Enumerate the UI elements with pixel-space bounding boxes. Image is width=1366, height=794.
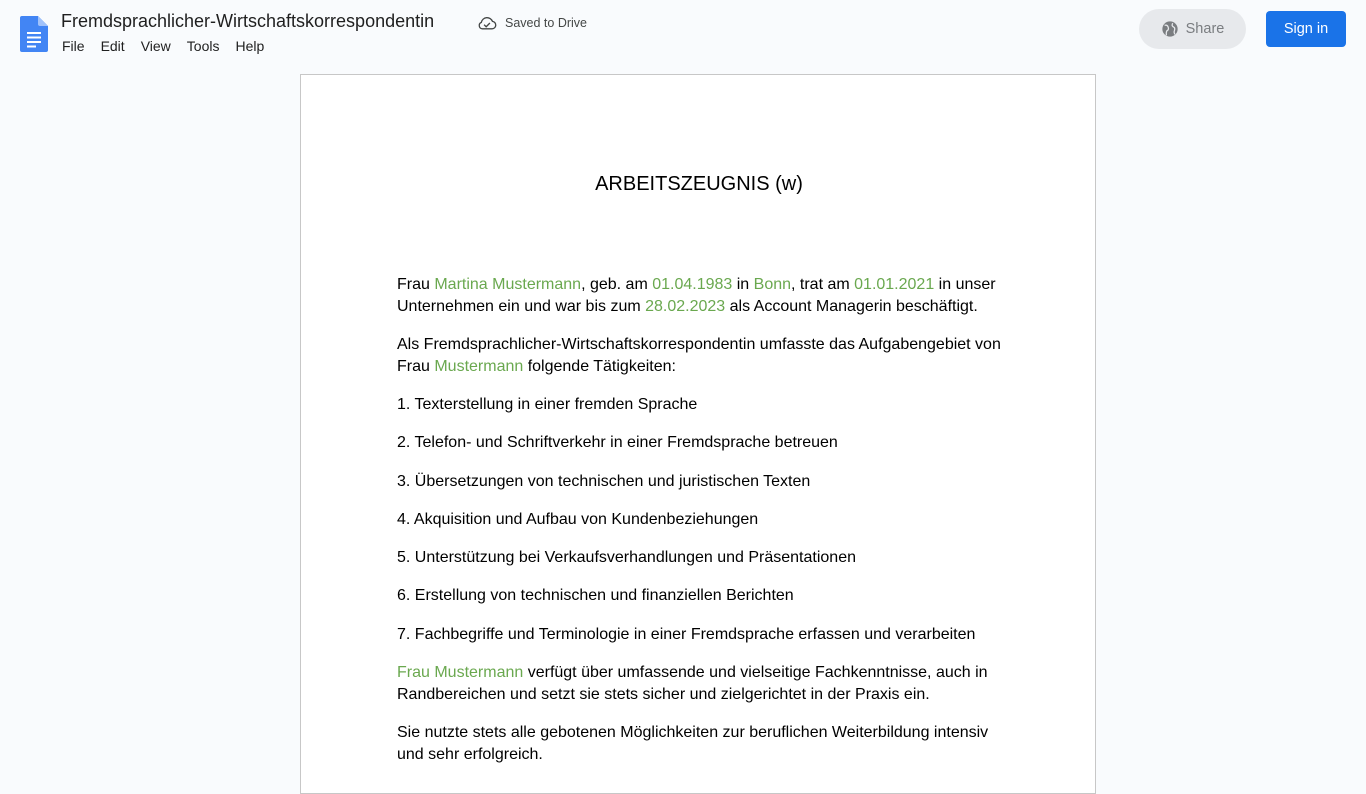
employee-name: Frau Mustermann	[397, 664, 524, 682]
paragraph-training: Sie nutzte stets alle gebotenen Möglichkeiten zur beruflichen Weiterbildung intensiv und sehr erfolgreich.	[397, 724, 989, 764]
text-run: Als Fremdsprachlicher-Wirtschaftskorrespondentin umfasste das Aufgabengebiet von Frau	[397, 336, 1001, 375]
text-run: als Account Managerin beschäftigt.	[725, 298, 978, 315]
menu-edit[interactable]: Edit	[100, 38, 125, 54]
menu-bar	[54, 36, 272, 56]
end-date: 28.02.2023	[645, 298, 726, 315]
paragraph-duties-intro	[397, 334, 1003, 378]
document-body	[397, 274, 1003, 782]
text-run: Frau	[397, 276, 435, 293]
birth-place: Bonn	[753, 276, 792, 293]
start-date: 01.01.2021	[854, 276, 935, 293]
text-run: in	[732, 276, 754, 293]
task-item: 1. Texterstellung in einer fremden Sprache	[397, 396, 698, 413]
top-bar	[0, 0, 1366, 64]
text-run: , trat am	[791, 276, 855, 293]
menu-view[interactable]: View	[140, 38, 171, 54]
task-item: 2. Telefon- und Schriftverkehr in einer Fremdsprache betreuen	[397, 434, 838, 452]
menu-file[interactable]: File	[62, 38, 85, 54]
employee-name: Martina Mustermann	[434, 276, 582, 293]
task-item: 4. Akquisition und Aufbau von Kundenbeziehungen	[397, 510, 759, 528]
task-item: 3. Übersetzungen von technischen und juristischen Texten	[397, 472, 811, 490]
text-run: folgende Tätigkeiten:	[523, 358, 676, 375]
paragraph-knowledge	[397, 662, 1003, 706]
sign-in-button[interactable]: Sign in	[1266, 11, 1346, 47]
task-item: 5. Unterstützung bei Verkaufsverhandlungen und Präsentationen	[397, 549, 856, 567]
globe-icon	[1161, 20, 1179, 38]
task-item: 6. Erstellung von technischen und finanziellen Berichten	[397, 587, 794, 605]
text-run: verfügt über umfassende und vielseitige Fachkenntnisse, auch in Randbereichen und setzt sie stets sicher und zielgerichtet in der Praxis ein.	[397, 664, 988, 704]
text-run: in unser Unternehmen ein und war bis zum	[397, 276, 996, 315]
employee-surname: Mustermann	[434, 358, 524, 375]
task-item: 7. Fachbegriffe und Terminologie in einer Fremdsprache erfassen und verarbeiten	[397, 625, 976, 643]
cloud-done-icon	[477, 14, 497, 32]
save-status[interactable]	[477, 14, 587, 32]
menu-tools[interactable]: Tools	[186, 38, 220, 54]
google-docs-icon[interactable]	[20, 16, 48, 52]
document-heading: ARBEITSZEUGNIS (w)	[595, 173, 803, 195]
document-title[interactable]: Fremdsprachlicher-Wirtschaftskorrespondentin	[61, 11, 435, 31]
save-status-label: Saved to Drive	[505, 16, 587, 30]
share-button[interactable]	[1139, 9, 1246, 49]
document-page[interactable]	[300, 74, 1096, 794]
birth-date: 01.04.1983	[652, 276, 733, 293]
menu-help[interactable]: Help	[235, 38, 265, 54]
text-run: , geb. am	[581, 276, 653, 293]
share-label: Share	[1185, 21, 1225, 37]
paragraph-employment	[397, 274, 1003, 318]
